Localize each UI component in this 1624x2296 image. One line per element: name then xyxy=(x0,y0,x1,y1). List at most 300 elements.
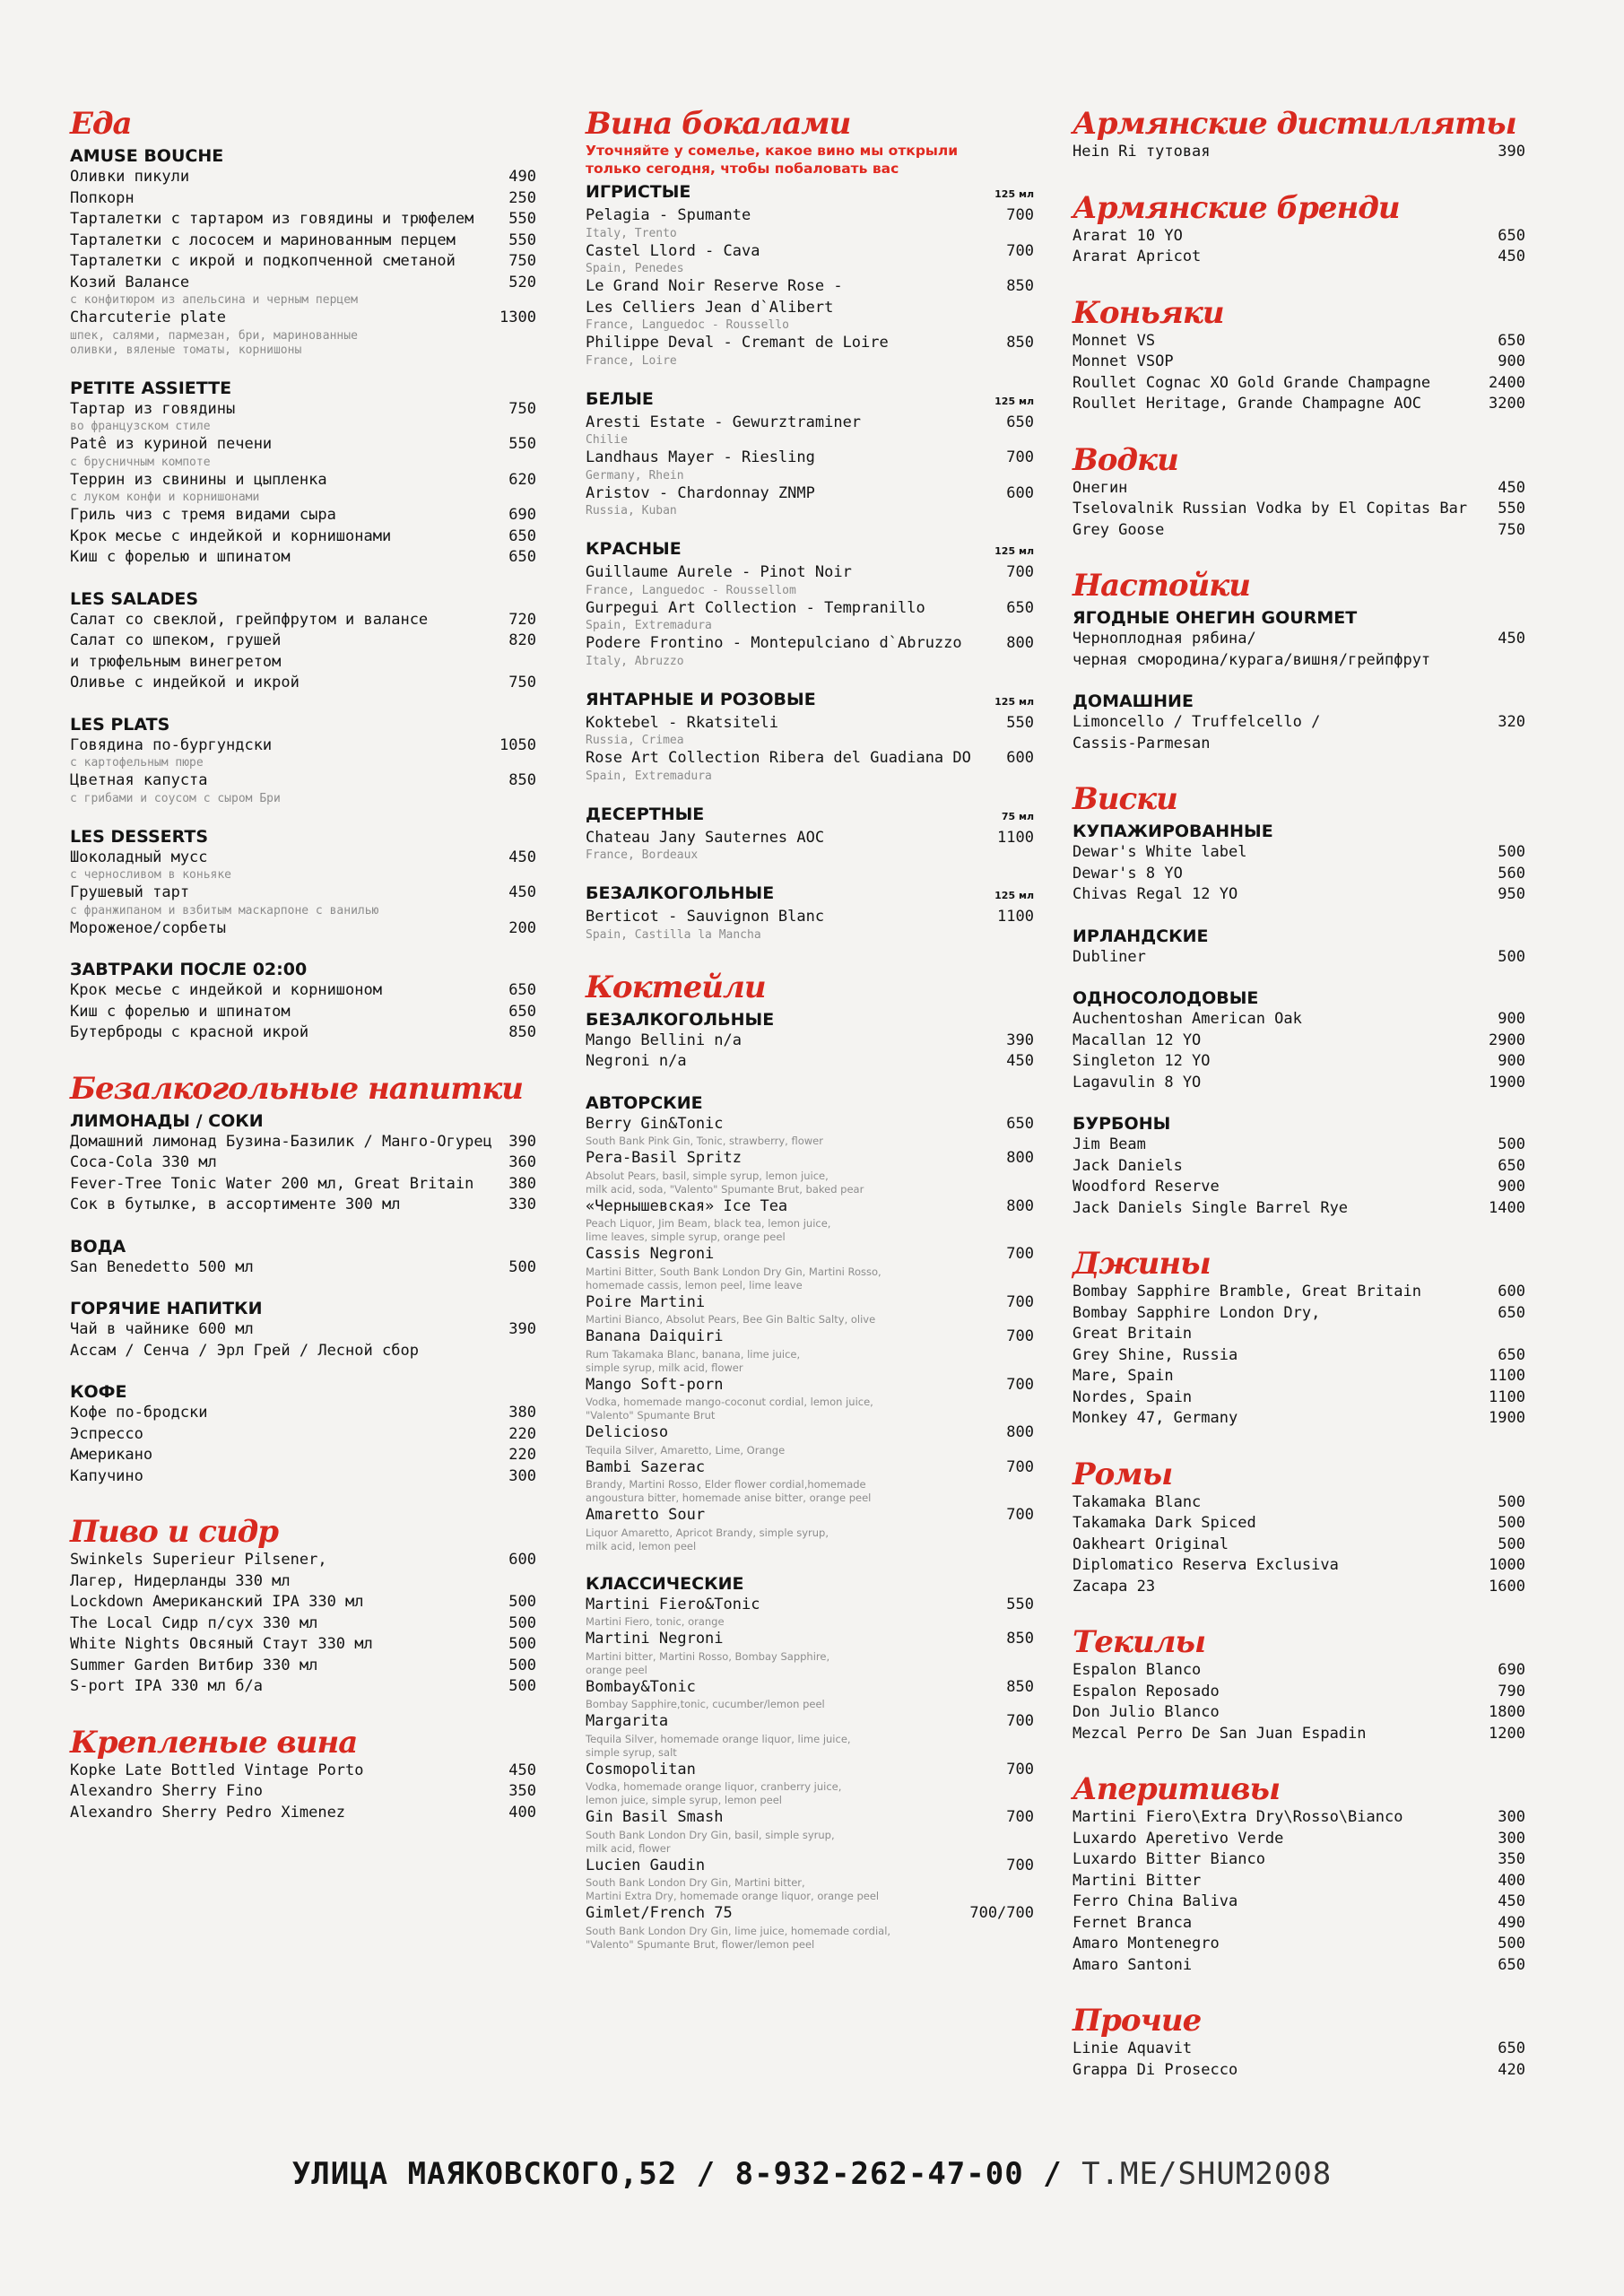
menu-item-row xyxy=(1073,394,1525,415)
subsection-header xyxy=(586,1573,1034,1595)
item-price: 800 xyxy=(1006,1196,1034,1215)
menu-item xyxy=(586,1856,1034,1904)
menu-item-row xyxy=(586,205,1034,227)
menu-item-row xyxy=(70,1445,536,1466)
item-price: 650 xyxy=(1498,1345,1525,1364)
menu-item-row xyxy=(586,713,1034,735)
menu-item xyxy=(70,1132,536,1153)
menu-section xyxy=(70,1071,536,1488)
item-name: Gin Basil Smash xyxy=(586,1808,724,1826)
item-name: Roullet Cognac XO Gold Grande Champagne xyxy=(1073,373,1431,392)
menu-item-row xyxy=(1073,1156,1525,1178)
section-title: Прочие xyxy=(1073,2003,1202,2039)
menu-item xyxy=(1073,1031,1525,1052)
menu-item-row xyxy=(1073,864,1525,885)
menu-item-row xyxy=(70,610,536,631)
menu-item xyxy=(586,1595,1034,1630)
menu-item-row xyxy=(1073,1513,1525,1535)
item-price: 650 xyxy=(508,526,536,545)
menu-item-row xyxy=(70,230,536,252)
item-price: 1000 xyxy=(1489,1556,1525,1574)
menu-item xyxy=(1073,1724,1525,1745)
item-name: Pelagia - Spumante xyxy=(586,206,751,224)
menu-item xyxy=(70,1761,536,1782)
item-name: Grey Shine, Russia xyxy=(1073,1345,1238,1364)
item-name: Fever-Tree Tonic Water 200 мл, Great Britain xyxy=(70,1174,474,1193)
menu-item xyxy=(70,1319,536,1361)
item-name: Онегин xyxy=(1073,478,1128,497)
serving-volume: 125 мл xyxy=(994,695,1034,708)
subsection-title: ГОРЯЧИЕ НАПИТКИ xyxy=(70,1299,263,1318)
menu-item-row xyxy=(586,1148,1034,1170)
item-price: 500 xyxy=(508,1656,536,1674)
menu-item-row xyxy=(1073,1577,1525,1598)
item-price: 690 xyxy=(1498,1661,1525,1679)
item-ingredients: Vodka, homemade orange liquor, cranberry juice, lemon juice, simple syrup, lemon peel xyxy=(586,1780,842,1806)
item-ingredients: Brandy, Martini Rosso, Elder flower cordial,homemade angoustura bitter, homemade anise bitter, orange peel xyxy=(586,1478,872,1504)
menu-item xyxy=(1073,1051,1525,1073)
menu-item xyxy=(586,828,1034,864)
menu-item-row xyxy=(1073,1051,1525,1073)
menu-item xyxy=(586,1031,1034,1052)
subsection-title: ОДНОСОЛОДОВЫЕ xyxy=(1073,988,1259,1008)
menu-section xyxy=(1073,442,1525,542)
item-description: Italy, Trento xyxy=(586,226,677,240)
item-description: Chilie xyxy=(586,433,628,447)
item-name: Fernet Branca xyxy=(1073,1913,1193,1932)
item-name: Tselovalnik Russian Vodka by El Copitas Bar xyxy=(1073,500,1468,517)
item-price: 720 xyxy=(508,610,536,629)
menu-item-row xyxy=(586,562,1034,584)
menu-item-row xyxy=(1073,142,1525,163)
menu-item xyxy=(70,1403,536,1424)
subsection-title: ДОМАШНИЕ xyxy=(1073,691,1194,711)
serving-volume: 75 мл xyxy=(1001,810,1034,822)
item-name: Крок месье с индейкой и корнишонами xyxy=(70,526,392,545)
menu-item xyxy=(70,1152,536,1174)
item-description: с франжипаном и взбитым маскарпоне с ванилью xyxy=(70,903,379,918)
menu-item-row xyxy=(586,828,1034,849)
item-price: 390 xyxy=(1006,1031,1034,1049)
menu-item-row xyxy=(586,1196,1034,1218)
item-price: 400 xyxy=(1498,1871,1525,1890)
item-description: с черносливом в коньяке xyxy=(70,868,232,882)
menu-item-row xyxy=(586,1903,1034,1925)
menu-item xyxy=(586,333,1034,369)
menu-item xyxy=(1073,1807,1525,1829)
item-price: 450 xyxy=(508,848,536,866)
menu-item-row xyxy=(1073,712,1525,754)
menu-item-row xyxy=(586,1711,1034,1733)
item-price: 750 xyxy=(508,399,536,418)
menu-item xyxy=(1073,1009,1525,1031)
item-price: 1200 xyxy=(1489,1724,1525,1743)
menu-item xyxy=(1073,864,1525,885)
item-price: 620 xyxy=(508,470,536,489)
item-name: Woodford Reserve xyxy=(1073,1178,1220,1196)
menu-item xyxy=(1073,1198,1525,1220)
item-name: Patê из куриной печени xyxy=(70,435,273,453)
footer-separator: / xyxy=(1023,2156,1082,2192)
subsection-header xyxy=(70,1381,536,1403)
item-price: 320 xyxy=(1498,713,1525,731)
subsection-header xyxy=(586,804,1034,828)
item-name: Mango Bellini n/a xyxy=(586,1031,742,1049)
menu-item xyxy=(70,188,536,210)
menu-item xyxy=(70,505,536,526)
item-name: Салат со шпеком, грушей и трюфельным винегретом xyxy=(70,631,282,671)
item-name: Aresti Estate - Gewurztraminer xyxy=(586,413,862,431)
menu-item xyxy=(586,1422,1034,1457)
item-description: Spain, Castilla la Mancha xyxy=(586,927,761,942)
menu-item-row xyxy=(70,1592,536,1613)
menu-item-row xyxy=(70,631,536,673)
item-price: 850 xyxy=(1006,334,1034,352)
menu-item xyxy=(1073,1829,1525,1850)
subsection-header xyxy=(1073,607,1525,629)
menu-item xyxy=(586,1375,1034,1423)
item-price: 550 xyxy=(1006,1595,1034,1613)
menu-item xyxy=(586,1629,1034,1677)
menu-item xyxy=(70,1002,536,1023)
item-ingredients: Liquor Amaretto, Apricot Brandy, simple syrup, milk acid, lemon peel xyxy=(586,1526,829,1552)
menu-item xyxy=(70,526,536,548)
item-name: Jack Daniels Single Barrel Rye xyxy=(1073,1198,1349,1217)
menu-item-row xyxy=(586,1505,1034,1526)
menu-item xyxy=(1073,1492,1525,1514)
menu-item-row xyxy=(70,883,536,904)
item-name: Monnet VS xyxy=(1073,331,1156,350)
item-price: 650 xyxy=(1498,1156,1525,1175)
menu-item xyxy=(70,251,536,273)
menu-item-row xyxy=(586,907,1034,928)
subsection-header xyxy=(586,181,1034,205)
item-price: 500 xyxy=(1498,1514,1525,1532)
menu-item-row xyxy=(1073,478,1525,500)
item-name: Ferro China Baliva xyxy=(1073,1892,1238,1910)
menu-item xyxy=(70,883,536,918)
item-name: Киш с форелью и шпинатом xyxy=(70,548,291,566)
item-price: 650 xyxy=(1006,598,1034,617)
menu-item xyxy=(70,1466,536,1488)
item-price: 500 xyxy=(1498,1535,1525,1553)
menu-item-row xyxy=(586,333,1034,354)
item-price: 650 xyxy=(1006,413,1034,431)
menu-item-row xyxy=(70,1022,536,1044)
section-title: Текилы xyxy=(1073,1624,1206,1660)
item-name: Гриль чиз с тремя видами сыра xyxy=(70,506,336,524)
item-description: France, Languedoc - Roussellom xyxy=(586,583,796,597)
item-name: Guillaume Aurele - Pinot Noir xyxy=(586,563,852,581)
item-name: Оливки пикули xyxy=(70,168,190,186)
item-price: 450 xyxy=(508,883,536,901)
item-price: 520 xyxy=(508,273,536,291)
item-description: во французском стиле xyxy=(70,420,211,433)
item-name: Тарталетки с лососем и маринованным перцем xyxy=(70,230,456,249)
menu-item-row xyxy=(70,1257,536,1279)
menu-column-3 xyxy=(1073,106,1525,2108)
item-price: 700 xyxy=(1006,1292,1034,1311)
menu-item-row xyxy=(70,470,536,491)
menu-section xyxy=(1073,1457,1525,1598)
menu-item-row xyxy=(70,1466,536,1488)
item-name: Dewar's White label xyxy=(1073,843,1247,861)
section-title: Настойки xyxy=(1073,568,1250,604)
item-name: Diplomatico Reserva Exclusiva xyxy=(1073,1556,1339,1574)
item-ingredients: Bombay Sapphire,tonic, cucumber/lemon peel xyxy=(586,1698,825,1710)
menu-item xyxy=(1073,712,1525,754)
group-spacer xyxy=(586,518,1034,535)
menu-item-row xyxy=(70,308,536,329)
subsection-title: ЗАВТРАКИ ПОСЛЕ 02:00 xyxy=(70,960,308,979)
menu-item xyxy=(70,1195,536,1216)
item-name: Monkey 47, Germany xyxy=(1073,1409,1238,1427)
item-price: 500 xyxy=(508,1677,536,1695)
subsection-header xyxy=(70,145,536,167)
menu-item-row xyxy=(1073,1031,1525,1052)
menu-item-row xyxy=(1073,331,1525,352)
item-ingredients: Peach Liquor, Jim Beam, black tea, lemon juice, lime leaves, simple syrup, orange peel xyxy=(586,1217,831,1243)
menu-section xyxy=(70,106,536,1044)
menu-item xyxy=(70,308,536,358)
section-title: Водки xyxy=(1073,441,1178,478)
item-price: 650 xyxy=(1498,331,1525,350)
item-name: Lockdown Американский IPA 330 мл xyxy=(70,1593,364,1611)
item-price: 300 xyxy=(1498,1808,1525,1826)
menu-item xyxy=(1073,2039,1525,2060)
subsection-title: ЯНТАРНЫЕ И РОЗОВЫЕ xyxy=(586,689,816,709)
menu-item xyxy=(70,1613,536,1635)
item-price: 450 xyxy=(1498,248,1525,265)
menu-item-row xyxy=(1073,1682,1525,1703)
menu-item xyxy=(70,230,536,252)
group-spacer xyxy=(70,1361,536,1378)
menu-item-row xyxy=(1073,1660,1525,1682)
subsection-header xyxy=(70,588,536,610)
menu-item-row xyxy=(586,1114,1034,1135)
item-name: Hein Ri тутовая xyxy=(1073,143,1211,161)
menu-item xyxy=(586,713,1034,749)
footer-address: УЛИЦА МАЯКОВСКОГО,52 xyxy=(291,2156,678,2192)
item-name: Pera-Basil Spritz xyxy=(586,1149,742,1167)
section-title: Крепленые вина xyxy=(70,1724,358,1761)
menu-item xyxy=(70,673,536,694)
item-name: Kopke Late Bottled Vintage Porto xyxy=(70,1761,364,1779)
item-price: 850 xyxy=(1006,1677,1034,1696)
menu-item xyxy=(1073,1913,1525,1935)
item-description: с луком конфи и корнишонами xyxy=(70,491,260,504)
menu-item-row xyxy=(1073,1913,1525,1935)
subsection-header xyxy=(70,826,536,848)
item-description: с грибами и соусом с сыром Бри xyxy=(70,791,281,805)
item-description: Russia, Kuban xyxy=(586,504,677,517)
menu-item-row xyxy=(1073,1807,1525,1829)
menu-item xyxy=(1073,1555,1525,1577)
menu-item-row xyxy=(1073,1135,1525,1156)
item-ingredients: South Bank London Dry Gin, basil, simple syrup, milk acid, flower xyxy=(586,1828,835,1855)
menu-item-row xyxy=(1073,1366,1525,1387)
menu-item xyxy=(1073,1577,1525,1598)
item-price: 500 xyxy=(1498,1135,1525,1153)
group-spacer xyxy=(70,939,536,955)
menu-item-row xyxy=(586,1375,1034,1396)
menu-item xyxy=(586,1711,1034,1760)
menu-item xyxy=(586,1148,1034,1196)
item-price: 1100 xyxy=(1489,1387,1525,1406)
item-name: Bambi Sazerac xyxy=(586,1457,706,1476)
menu-item xyxy=(70,399,536,435)
item-price: 400 xyxy=(508,1803,536,1822)
item-price: 500 xyxy=(1498,843,1525,861)
item-name: Le Grand Noir Reserve Rose - Les Celliers Jean d`Alibert xyxy=(586,277,843,317)
menu-item-row xyxy=(1073,1955,1525,1977)
menu-item xyxy=(1073,1366,1525,1387)
serving-volume: 125 мл xyxy=(994,188,1034,200)
item-price: 700 xyxy=(1006,448,1034,466)
subsection-title: LES PLATS xyxy=(70,714,170,735)
item-name: White Nights Овсяный Стаут 330 мл xyxy=(70,1635,373,1653)
menu-item xyxy=(70,1781,536,1803)
menu-item xyxy=(1073,394,1525,415)
item-name: Gurpegui Art Collection - Tempranillo xyxy=(586,598,925,617)
menu-item-row xyxy=(1073,2039,1525,2060)
group-spacer xyxy=(586,669,1034,685)
item-name: Bombay Sapphire Bramble, Great Britain xyxy=(1073,1283,1421,1300)
menu-item xyxy=(586,205,1034,241)
menu-item xyxy=(70,470,536,506)
item-price: 700 xyxy=(1006,1375,1034,1394)
menu-item-row xyxy=(1073,1724,1525,1745)
item-price: 690 xyxy=(508,506,536,524)
menu-item xyxy=(70,547,536,569)
item-price: 350 xyxy=(508,1782,536,1800)
item-name: Bombay Sapphire London Dry, Great Britain xyxy=(1073,1303,1321,1343)
item-description: Germany, Rhein xyxy=(586,468,684,483)
menu-item xyxy=(586,562,1034,598)
item-price: 420 xyxy=(1498,2060,1525,2079)
item-name: Cosmopolitan xyxy=(586,1760,696,1779)
menu-item-row xyxy=(70,1319,536,1361)
menu-item xyxy=(586,1677,1034,1712)
menu-item-row xyxy=(1073,1345,1525,1367)
menu-item xyxy=(1073,1177,1525,1198)
item-price: 650 xyxy=(508,548,536,566)
menu-item xyxy=(1073,1073,1525,1094)
menu-item-row xyxy=(1073,629,1525,671)
footer-phone[interactable]: 8-932-262-47-00 xyxy=(734,2156,1024,2192)
menu-item xyxy=(1073,247,1525,268)
item-name: Poire Martini xyxy=(586,1292,706,1311)
serving-volume: 125 мл xyxy=(994,890,1034,901)
menu-item xyxy=(70,1022,536,1044)
menu-item-row xyxy=(1073,1934,1525,1955)
menu-item-row xyxy=(1073,842,1525,864)
item-price: 300 xyxy=(508,1466,536,1485)
item-price: 700 xyxy=(1006,241,1034,260)
item-name: Macallan 12 YO xyxy=(1073,1031,1202,1049)
menu-item xyxy=(70,1592,536,1613)
menu-item xyxy=(1073,352,1525,373)
item-description: France, Loire xyxy=(586,353,677,368)
menu-item xyxy=(1073,1408,1525,1430)
menu-item-row xyxy=(70,735,536,757)
item-price: 550 xyxy=(1006,713,1034,732)
item-name: Roullet Heritage, Grande Champagne AOC xyxy=(1073,395,1421,413)
menu-item xyxy=(1073,1892,1525,1913)
menu-item xyxy=(70,1676,536,1698)
item-ingredients: South Bank Pink Gin, Tonic, strawberry, flower xyxy=(586,1135,823,1147)
item-ingredients: Absolut Pears, basil, simple syrup, lemon juice, milk acid, soda, "Valento" Spumante Brut, baked pear xyxy=(586,1169,864,1196)
menu-item-row xyxy=(70,1002,536,1023)
item-price: 900 xyxy=(1498,1052,1525,1070)
item-price: 300 xyxy=(1498,1829,1525,1848)
subsection-title: КРАСНЫЕ xyxy=(586,539,682,559)
menu-item xyxy=(586,1196,1034,1245)
menu-item-row xyxy=(70,434,536,456)
menu-item xyxy=(70,980,536,1002)
group-spacer xyxy=(70,806,536,822)
item-description: Russia, Crimea xyxy=(586,734,684,747)
item-name: Cassis Negroni xyxy=(586,1245,715,1263)
item-name: Террин из свинины и цыпленка xyxy=(70,470,327,489)
item-description: с конфитюром из апельсина и черным перцем xyxy=(70,293,358,307)
item-price: 560 xyxy=(1498,864,1525,883)
footer-telegram-link[interactable]: T.ME/SHUM2008 xyxy=(1081,2156,1333,2192)
item-price: 900 xyxy=(1498,1010,1525,1028)
item-price: 850 xyxy=(508,771,536,789)
sommelier-note: Уточняйте у сомелье, какое вино мы открыли только сегодня, чтобы побаловать вас xyxy=(586,143,959,177)
item-name: Alexandro Sherry Fino xyxy=(70,1782,263,1800)
menu-item-row xyxy=(1073,884,1525,906)
menu-item xyxy=(1073,478,1525,500)
menu-item xyxy=(1073,1345,1525,1367)
item-ingredients: Martini bitter, Martini Rosso, Bombay Sapphire, orange peel xyxy=(586,1649,830,1676)
item-name: Ararat 10 YO xyxy=(1073,226,1183,245)
menu-item xyxy=(586,1244,1034,1292)
menu-item-row xyxy=(70,1676,536,1698)
menu-item-row xyxy=(70,273,536,294)
section-title: Армянские дистилляты xyxy=(1073,106,1516,142)
item-price: 850 xyxy=(1006,1630,1034,1648)
menu-item-row xyxy=(1073,947,1525,969)
item-price: 1900 xyxy=(1489,1073,1525,1091)
menu-item xyxy=(1073,1934,1525,1955)
menu-item xyxy=(586,413,1034,448)
item-name: Koktebel - Rkatsiteli xyxy=(586,713,778,732)
menu-item xyxy=(586,483,1034,519)
subsection-title: БЕЛЫЕ xyxy=(586,388,654,409)
item-price: 500 xyxy=(508,1635,536,1653)
menu-item xyxy=(1073,520,1525,542)
menu-item xyxy=(1073,842,1525,864)
section-title: Джины xyxy=(1073,1246,1211,1282)
menu-item-row xyxy=(1073,1073,1525,1094)
group-spacer xyxy=(70,1278,536,1294)
item-description: Spain, Extremadura xyxy=(586,769,712,783)
item-name: Limoncello / Truffelcello / Cassis-Parmesan xyxy=(1073,713,1321,752)
item-name: Monnet VSOP xyxy=(1073,352,1174,370)
item-price: 700 xyxy=(1006,1327,1034,1345)
menu-item-row xyxy=(586,1244,1034,1265)
menu-item-row xyxy=(70,1613,536,1635)
item-price: 550 xyxy=(508,210,536,228)
item-price: 650 xyxy=(1006,1114,1034,1133)
menu-item-row xyxy=(1073,352,1525,373)
item-name: Rose Art Collection Ribera del Guadiana DO xyxy=(586,749,971,767)
item-name: Mezcal Perro De San Juan Espadin xyxy=(1073,1724,1367,1743)
item-price: 850 xyxy=(1006,277,1034,295)
menu-item xyxy=(586,241,1034,277)
